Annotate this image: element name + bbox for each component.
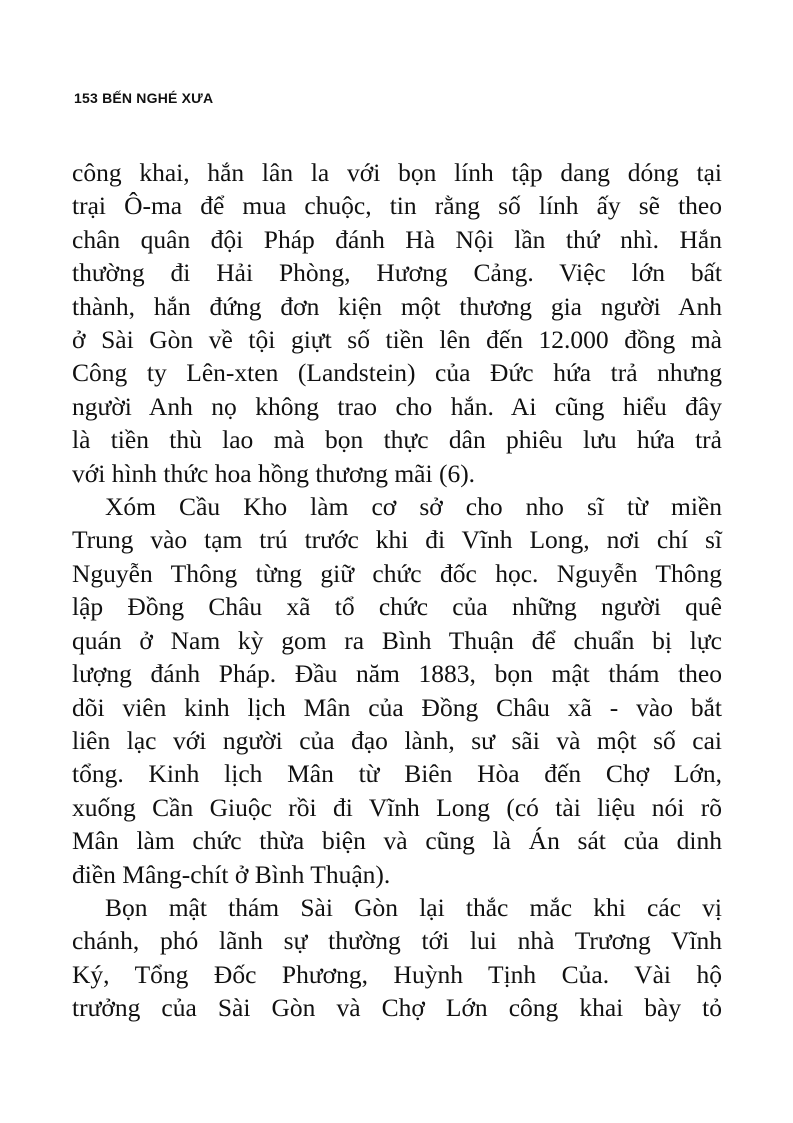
text-line: với hình thức hoa hồng thương mãi (6). — [72, 458, 476, 488]
text-line: Trung vào tạm trú trước khi đi Vĩnh Long, nơi chí sĩ — [72, 525, 722, 555]
text-line: lượng đánh Pháp. Đầu năm 1883, bọn mật thám theo — [72, 659, 722, 689]
text-line: điền Mâng-chít ở Bình Thuận). — [72, 859, 391, 889]
text-line: quán ở Nam kỳ gom ra Bình Thuận để chuẩn bị lực — [72, 625, 722, 655]
text-line: thành, hắn đứng đơn kiện một thương gia người Anh — [72, 291, 722, 321]
text-line: Nguyễn Thông từng giữ chức đốc học. Nguyễn Thông — [72, 558, 722, 588]
running-header — [74, 90, 213, 106]
text-line: xuống Cần Giuộc rồi đi Vĩnh Long (có tài liệu nói rõ — [72, 792, 722, 822]
paragraph-3 — [72, 891, 722, 1025]
text-line: Xóm Cầu Kho làm cơ sở cho nho sĩ từ miền — [105, 492, 722, 522]
text-line: liên lạc với người của đạo lành, sư sãi và một số cai — [72, 725, 722, 755]
paragraph-1 — [72, 156, 722, 490]
text-line: Mân làm chức thừa biện và cũng là Án sát của dinh — [72, 826, 722, 856]
text-line: ở Sài Gòn về tội giựt số tiền lên đến 12.000 đồng mà — [72, 325, 722, 355]
page-number: 153 — [74, 90, 98, 106]
text-line: chân quân đội Pháp đánh Hà Nội lần thứ nhì. Hắn — [72, 224, 722, 254]
text-line: Công ty Lên-xten (Landstein) của Đức hứa trả nhưng — [72, 358, 722, 388]
text-line: trưởng của Sài Gòn và Chợ Lớn công khai bày tỏ — [72, 993, 722, 1023]
text-line: Bọn mật thám Sài Gòn lại thắc mắc khi các vị — [105, 892, 722, 922]
text-line: người Anh nọ không trao cho hắn. Ai cũng hiểu đây — [72, 391, 722, 421]
text-line: trại Ô-ma để mua chuộc, tin rằng số lính ấy sẽ theo — [72, 191, 722, 221]
text-line: chánh, phó lãnh sự thường tới lui nhà Trương Vĩnh — [72, 926, 722, 956]
text-line: lập Đồng Châu xã tổ chức của những người quê — [72, 592, 722, 622]
paragraph-2 — [72, 490, 722, 891]
text-line: Ký, Tổng Đốc Phương, Huỳnh Tịnh Của. Vài hộ — [72, 959, 722, 989]
text-line: là tiền thù lao mà bọn thực dân phiêu lưu hứa trả — [72, 425, 722, 455]
text-line: dõi viên kinh lịch Mân của Đồng Châu xã - vào bắt — [72, 692, 722, 722]
running-title: BẾN NGHÉ XƯA — [102, 90, 214, 106]
text-line: thường đi Hải Phòng, Hương Cảng. Việc lớn bất — [72, 258, 722, 288]
text-line: tổng. Kinh lịch Mân từ Biên Hòa đến Chợ Lớn, — [72, 759, 722, 789]
body-text — [72, 156, 722, 1025]
text-line: công khai, hắn lân la với bọn lính tập dang dóng tại — [72, 158, 722, 187]
